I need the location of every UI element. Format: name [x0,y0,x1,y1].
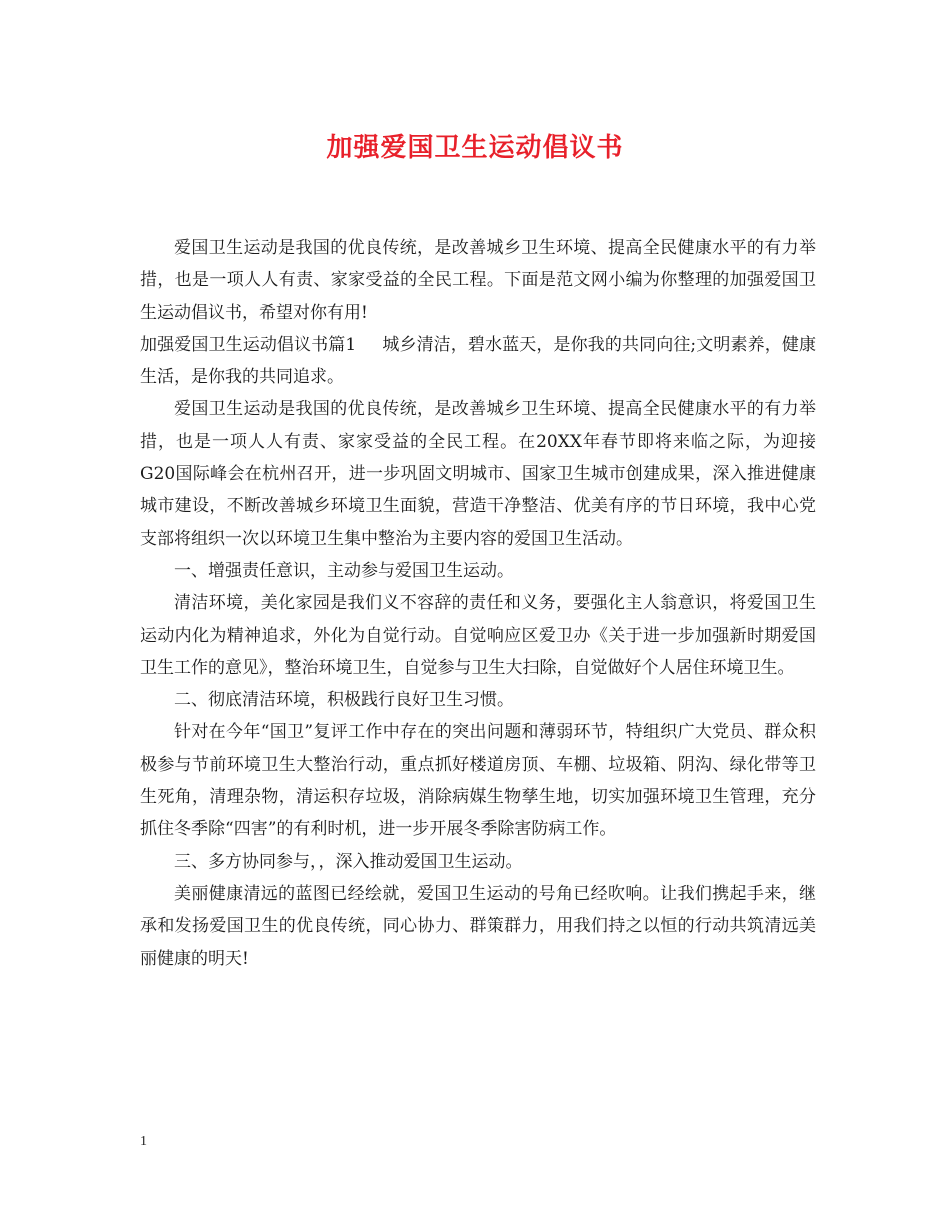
heading-clean-environment: 二、彻底清洁环境，积极践行良好卫生习惯。 [174,690,514,711]
section-label: 加强爱国卫生运动倡议书篇1 [140,334,357,355]
page-number: 1 [140,1134,147,1149]
body-paragraph-4: 美丽健康清远的蓝图已经绘就，爱国卫生运动的号角已经吹响。让我们携起手来，继承和发扬爱国卫生的优良传统，同心协力、群策群力，用我们持之以恒的行动共筑清远美丽健康的明天! [140,883,816,969]
section-paragraph [140,329,816,394]
intro-paragraph: 爱国卫生运动是我国的优良传统，是改善城乡卫生环境、提高全民健康水平的有力举措，也是一项人人有责、家家受益的全民工程。下面是范文网小编为你整理的加强爱国卫生运动倡议书，希望对你有用! [140,238,816,323]
document-title: 加强爱国卫生运动倡议书 [326,133,624,163]
body-paragraph-3: 针对在今年“国卫”复评工作中存在的突出问题和薄弱环节，特组织广大党员、群众积极参与节前环境卫生大整治行动，重点抓好楼道房顶、车棚、垃圾箱、阴沟、绿化带等卫生死角，清理杂物，清运积存垃圾，消除病媒生物孳生地，切实加强环境卫生管理，充分抓住冬季除“四害”的有利时机，进一步开展冬季除害防病工作。 [140,722,816,840]
body-paragraph-2: 清洁环境，美化家园是我们义不容辞的责任和义务，要强化主人翁意识，将爱国卫生运动内化为精神追求，外化为自觉行动。自觉响应区爱卫办《关于进一步加强新时期爱国卫生工作的意见》，整治环境卫生，自觉参与卫生大扫除，自觉做好个人居住环境卫生。 [140,593,816,678]
body-paragraph-1: 爱国卫生运动是我国的优良传统，是改善城乡卫生环境、提高全民健康水平的有力举措，也是一项人人有责、家家受益的全民工程。在20XX年春节即将来临之际，为迎接G20国际峰会在杭州召开，进一步巩固文明城市、国家卫生城市创建成果，深入推进健康城市建设，不断改善城乡环境卫生面貌，营造干净整洁、优美有序的节日环境，我中心党支部将组织一次以环境卫生集中整治为主要内容的爱国卫生活动。 [140,399,816,549]
heading-responsibility: 一、增强责任意识，主动参与爱国卫生运动。 [174,560,514,581]
heading-collaboration: 三、多方协同参与，，深入推动爱国卫生运动。 [174,851,523,872]
document-body [140,232,816,975]
section-lead: 城乡清洁，碧水蓝天，是你我的共同向往;文明素养，健康生活，是你我的共同追求。 [140,334,816,388]
